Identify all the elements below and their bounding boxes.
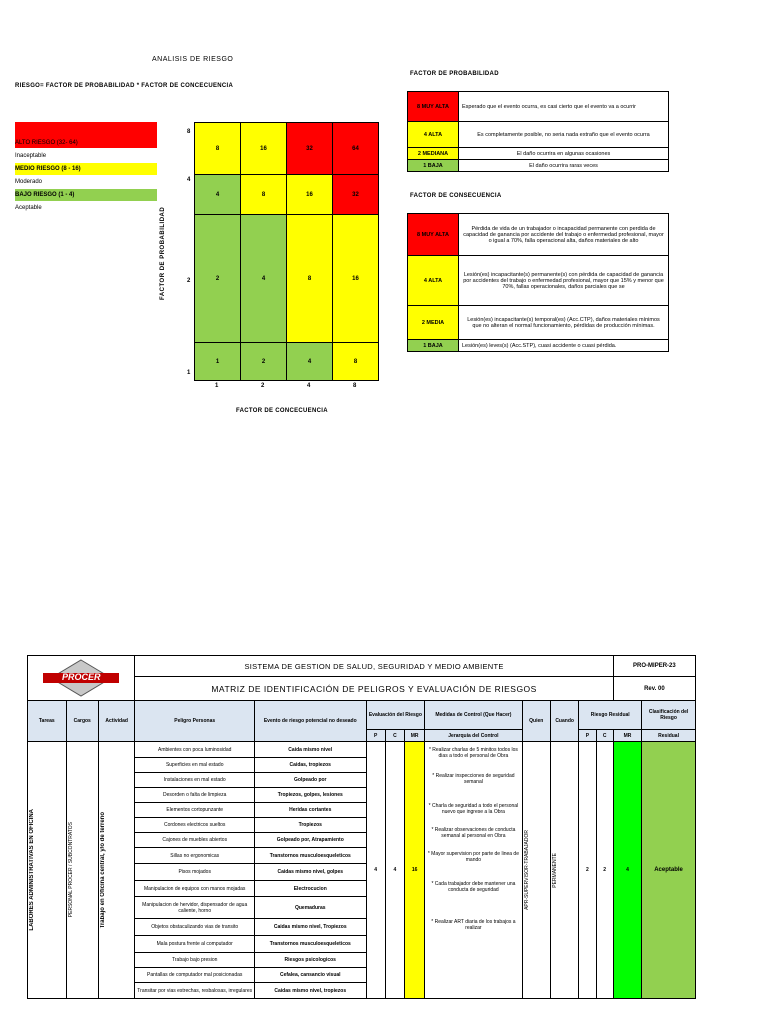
header-mr: MR	[405, 730, 425, 742]
probability-title: FACTOR DE PROBABILIDAD	[410, 71, 499, 77]
legend-medium-label: MEDIO RIESGO (8 - 16)	[15, 163, 157, 175]
evento-cell: Tropiezos	[255, 818, 366, 833]
actividad-label: Trabajo en Oficina central, y/o de terreno	[99, 811, 106, 929]
evento-cell: Cefalea, cansancio visual	[255, 968, 366, 983]
x-tick-label: 4	[307, 383, 311, 389]
prob-level: 2 MEDIANA	[408, 148, 459, 160]
evento-cell: Heridas cortantes	[255, 803, 366, 818]
peligro-cell: Ambientes con poca luminosidad	[135, 742, 255, 758]
evento-cell: Quemaduras	[255, 897, 366, 919]
header-residual-c: C	[596, 730, 613, 742]
peligro-cell: Transitar por vias estrechas, resbalosas, irregulares	[135, 983, 255, 999]
risk-formula: RIESGO= FACTOR DE PROBABILIDAD * FACTOR DE CONCECUENCIA	[15, 83, 234, 89]
matrix-cell: 4	[286, 342, 333, 381]
evento-cell: Tropiezos, golpes, lesiones	[255, 788, 366, 803]
matrix-cell: 64	[332, 122, 379, 175]
peligro-cell: Pantallas de computador mal posicionadas	[135, 968, 255, 983]
header-jerarquia: Jerarquía del Control	[425, 730, 522, 742]
peligro-cell: Instalaciones en mal estado	[135, 773, 255, 788]
legend-high-label: ALTO RIESGO (32- 64)	[15, 140, 78, 146]
tarea-label: LABORES ADMINISTRATIVAS EN OFICINA	[29, 809, 35, 931]
matrix-title: MATRIZ DE IDENTIFICACIÓN DE PELIGROS Y EVALUACIÓN DE RIESGOS	[135, 677, 613, 701]
matrix-cell: 16	[286, 174, 333, 215]
x-tick-label: 2	[261, 383, 265, 389]
residual-mr: 4	[613, 742, 641, 999]
matrix-cell: 8	[286, 214, 333, 343]
peligro-cell: Pisos mojados	[135, 864, 255, 881]
medida-item: * Charla de seguridad a todo el personal nuevo que ingrese a la Obra	[428, 803, 519, 815]
legend-low-note: Aceptable	[15, 205, 42, 211]
cons-desc: Lesión(es) leves(s) (Acc.STP), cuasi accidente o cuasi pérdida.	[459, 340, 669, 352]
x-tick-label: 1	[215, 383, 219, 389]
peligro-cell: Manipulacion de equipos con manos mojadas	[135, 881, 255, 897]
medida-item: * Realizar charlas de 5 minitos todos los dias a todo el personal de Obra	[428, 747, 518, 759]
peligro-cell: Desorden o falta de limpieza	[135, 788, 255, 803]
prob-desc: El daño ocurrira raras veces	[459, 160, 669, 172]
matrix-cell: 32	[332, 174, 379, 215]
matrix-cell: 8	[332, 342, 379, 381]
evento-cell: Caidas mismo nivel, tropiezos	[255, 983, 366, 999]
header-quien: Quien	[522, 701, 550, 742]
header-c: C	[385, 730, 404, 742]
prob-level: 1 BAJA	[408, 160, 459, 172]
prob-level: 4 ALTA	[408, 122, 459, 148]
peligro-cell: Cordones electricos sueltos	[135, 818, 255, 833]
x-tick-label: 8	[353, 383, 357, 389]
consequence-title: FACTOR DE CONSECUENCIA	[410, 193, 502, 199]
evento-cell: Transtornos musculoesqueleticos	[255, 848, 366, 864]
eval-c: 4	[385, 742, 404, 999]
evento-cell: Caidas mismo nivel, Tropiezos	[255, 919, 366, 936]
y-tick-label: 2	[187, 278, 191, 284]
evento-cell: Caida mismo nivel	[255, 742, 366, 758]
cargo-label: PERSONAL PROCER / SUBCONTRATOS	[67, 822, 74, 918]
medidas-cell	[425, 742, 522, 999]
medida-item: * Mayor supervision por parte de linea de mando	[427, 851, 519, 863]
evento-cell: Caidas, tropiezos	[255, 758, 366, 773]
table-row	[28, 742, 696, 758]
y-tick-label: 1	[187, 370, 191, 376]
peligro-cell: Manipulacion de hervidor, dispensador de agua caliente, horno	[135, 897, 255, 919]
x-axis-label: FACTOR DE CONCECUENCIA	[236, 408, 328, 414]
peligro-cell: Cajones de muebles abiertos	[135, 833, 255, 848]
matrix-cell: 1	[194, 342, 241, 381]
matrix-cell: 16	[332, 214, 379, 343]
medida-item: * Realizar ART diaria de los trabajos a realizar	[431, 919, 516, 931]
evento-cell: Electrocucion	[255, 881, 366, 897]
cons-level: 8 MUY ALTA	[408, 214, 459, 256]
page-title: ANALISIS DE RIESGO	[152, 56, 234, 63]
header-riesgo-residual: Riesgo Residual	[579, 701, 642, 730]
header-medidas: Medidas de Control (Que Hacer)	[425, 701, 522, 730]
legend-medium-note: Moderado	[15, 179, 43, 185]
prob-desc: Esperado que el evento ocurra, es casi cierto que el evento va a ocurrir	[459, 92, 669, 122]
header-residual: Residual	[642, 730, 696, 742]
clasificacion-cell: Aceptable	[642, 742, 696, 999]
hazard-matrix-table	[27, 655, 696, 999]
matrix-cell: 4	[194, 174, 241, 215]
eval-mr: 16	[405, 742, 425, 999]
header-p: P	[366, 730, 385, 742]
prob-desc: El daño ocurrira en algunas ocasiones	[459, 148, 669, 160]
residual-p: 2	[579, 742, 596, 999]
evento-cell: Golpeado por, Atrapamiento	[255, 833, 366, 848]
cons-level: 1 BAJA	[408, 340, 459, 352]
peligro-cell: Mala postura frente al computador	[135, 936, 255, 953]
legend-high-swatch	[15, 122, 157, 148]
matrix-cell: 2	[240, 342, 287, 381]
medida-item: * Realizar inspecciones de seguridad semanal	[432, 773, 515, 785]
matrix-cell: 4	[240, 214, 287, 343]
peligro-cell: Trabajo bajo presion	[135, 953, 255, 968]
cons-desc: Lesión(es) incapacitante(s) temporal(es) (Acc.CTP), daños materiales mínimos que no alteran el normal funcionamiento, pérdidas de producción mínimas.	[459, 306, 669, 340]
doc-code: PRO-MIPER-23	[613, 656, 695, 677]
header-evento: Evento de riesgo potencial no deseado	[255, 701, 366, 742]
doc-revision: Rev. 00	[613, 677, 695, 701]
header-clasificacion: Clasificación del Riesgo	[642, 701, 696, 730]
residual-c: 2	[596, 742, 613, 999]
cons-level: 2 MEDIA	[408, 306, 459, 340]
peligro-cell: Elementos cortopunzante	[135, 803, 255, 818]
evento-cell: Caidas mismo nivel, golpes	[255, 864, 366, 881]
system-title: SISTEMA DE GESTION DE SALUD, SEGURIDAD Y MEDIO AMBIENTE	[135, 656, 613, 677]
header-evaluacion: Evaluación del Riesgo	[366, 701, 425, 730]
cons-desc: Pérdida de vida de un trabajador o incapacidad permanente con perdida de capacidad de ganancia por accidente del trabajo o enfermedad profesional, mayor o igual a 70%, falla operacional alta, daños materiales de alto	[459, 214, 669, 256]
header-cuando: Cuando	[550, 701, 578, 742]
quien-label: APR-SUPERVISOR-TRABAJADOR	[523, 830, 530, 910]
eval-p: 4	[366, 742, 385, 999]
company-logo	[28, 656, 135, 701]
y-tick-label: 4	[187, 177, 191, 183]
matrix-cell: 32	[286, 122, 333, 175]
probability-table	[407, 91, 669, 172]
header-peligro: Peligro Personas	[135, 701, 255, 742]
matrix-cell: 8	[240, 174, 287, 215]
matrix-cell: 8	[194, 122, 241, 175]
prob-level: 8 MUY ALTA	[408, 92, 459, 122]
prob-desc: Es completamente posible, no seria nada extraño que el evento ocurra	[459, 122, 669, 148]
header-actividad: Actividad	[98, 701, 134, 742]
consequence-table	[407, 213, 669, 352]
y-tick-label: 8	[187, 129, 191, 135]
cons-desc: Lesión(es) incapacitante(s) permanente(s) con pérdida de capacidad de ganancia por accidentes del trabajo o enfermedad profesional, mayor que 15% y menor que 70%, fallas operacionales, daños parciales que se	[459, 256, 669, 306]
evento-cell: Transtornos musculoesqueleticos	[255, 936, 366, 953]
legend-high-note: Inaceptable	[15, 153, 47, 159]
peligro-cell: Superficies en mal estado	[135, 758, 255, 773]
legend-low-label: BAJO RIESGO (1 - 4)	[15, 189, 157, 201]
cons-level: 4 ALTA	[408, 256, 459, 306]
matrix-cell: 16	[240, 122, 287, 175]
matrix-cell: 2	[194, 214, 241, 343]
evento-cell: Riesgos psicologicos	[255, 953, 366, 968]
header-residual-p: P	[579, 730, 596, 742]
evento-cell: Golpeado por	[255, 773, 366, 788]
header-tareas: Tareas	[28, 701, 67, 742]
peligro-cell: Objetos obstaculizando vias de transito	[135, 919, 255, 936]
logo-text: PROCER	[61, 672, 101, 682]
y-axis-label: FACTOR DE PROBABILIDAD	[160, 206, 166, 300]
peligro-cell: Sillas no ergonomicas	[135, 848, 255, 864]
medida-item: * Realizar observaciones de conducta semanal al personal en Obra	[431, 827, 516, 839]
cuando-label: PERMANENTE	[551, 852, 558, 888]
header-residual-mr: MR	[613, 730, 641, 742]
header-cargos: Cargos	[66, 701, 98, 742]
medida-item: * Cada trabajador debe mantener una conducta de seguridad	[431, 881, 516, 893]
